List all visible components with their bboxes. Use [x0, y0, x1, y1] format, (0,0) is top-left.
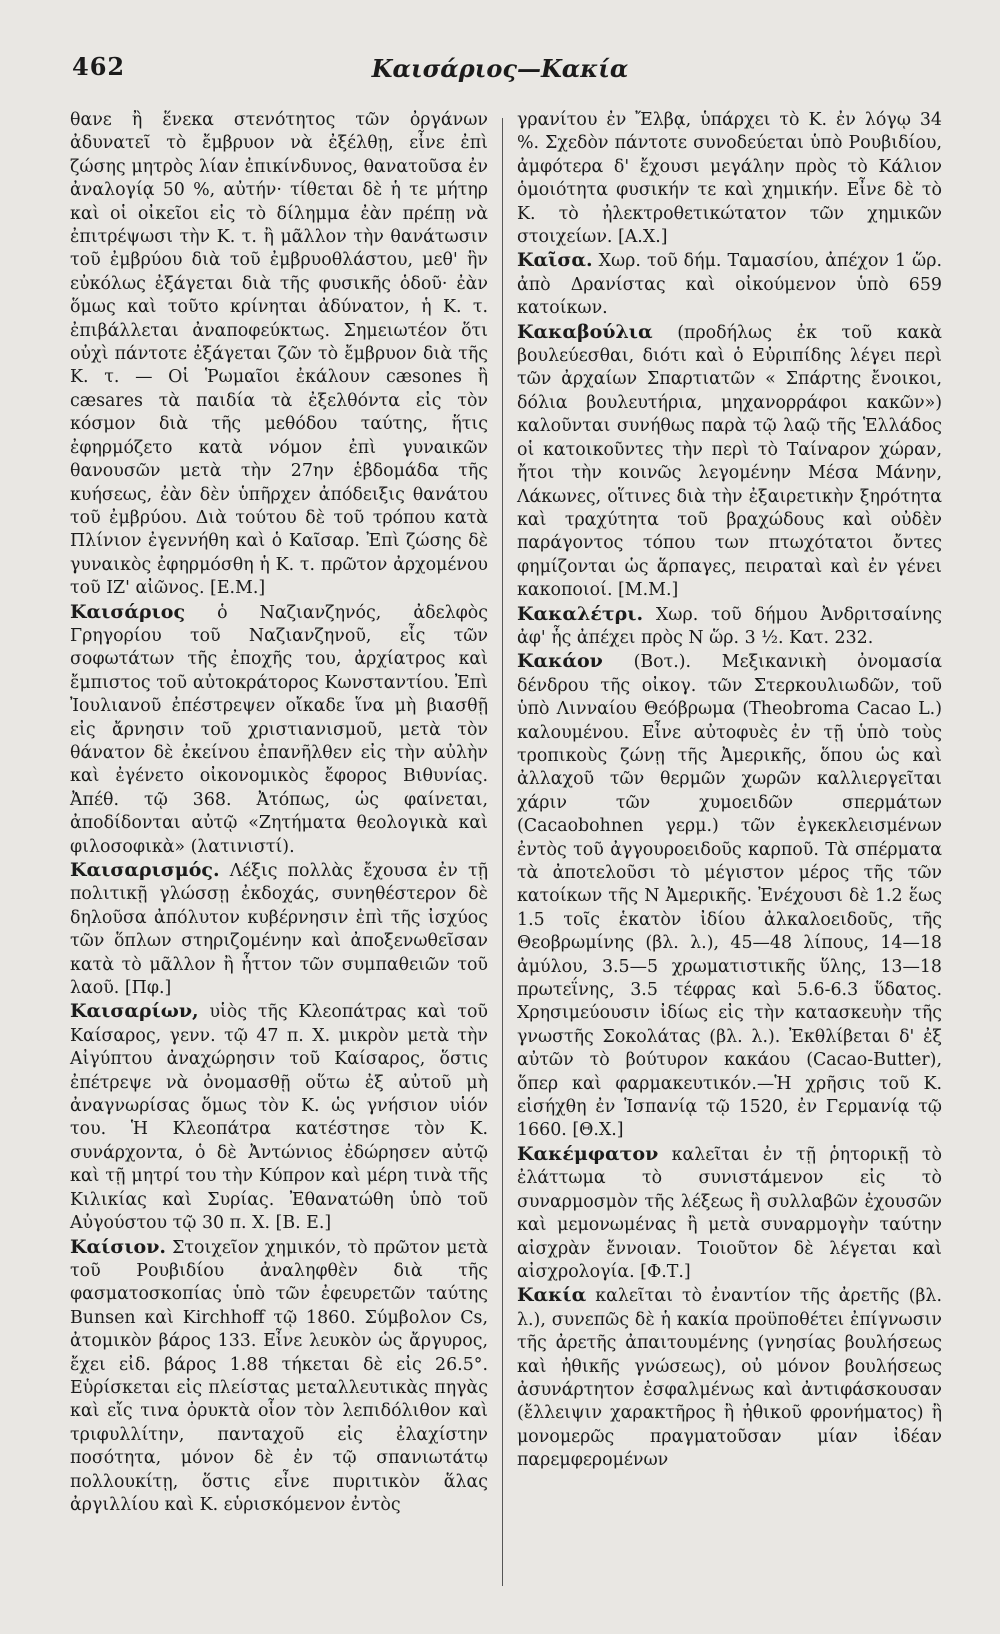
- entry-headword: Καισαρισμός.: [70, 859, 220, 881]
- entry-text: καλεῖται τὸ ἐναντίον τῆς ἀρετῆς (βλ. λ.), συνεπῶς δὲ ἡ κακία προϋποθέτει ἐπίγνωσιν τῆς ἀρετῆς ἀπαιτουμένης (γνησίας βουλήσεως καὶ ἠθικῆς γνώσεως), οὐ μόνον βουλήσεως ἀσυνάρτητον ἐσφαλμένως καὶ ἀντιφάσκουσαν (ἔλλειψιν χαρακτῆρος ἢ ἠθικοῦ φρονήματος) ἢ μονομερῶς πραγματοῦσαν μίαν ἰδέαν παρεμφερομένων: [517, 1286, 942, 1471]
- entry-text: Στοιχεῖον χημικόν, τὸ πρῶτον μετὰ τοῦ Ρουβιδίου ἀναληφθὲν διὰ τῆς φασματοσκοπίας ὑπὸ τῶν ἐφευρετῶν ταύτης Bunsen καὶ Kirchhoff τῷ 1860. Σύμβολον Cs, ἀτομικὸν βάρος 133. Εἶνε λευκὸν ὡς ἄργυρος, ἔχει εἰδ. βάρος 1.88 τήκεται δὲ εἰς 26.5°. Εὑρίσκεται εἰς πλείστας μεταλλευτικὰς πηγὰς καὶ εἴς τινα ὀρυκτὰ οἷον τὸν λεπιδόλιθον καὶ τριφυλλίτην, πανταχοῦ εἰς ἐλαχίστην ποσότητα, μόνον δὲ ἐν τῷ σπανιωτάτῳ πολλουκίτῃ, ὅστις εἶνε πυριτικὸν ἅλας ἀργιλλίου καὶ Κ. εὑρισκόμενον ἐντὸς: [70, 1237, 488, 1515]
- entry-text: Χωρ. τοῦ δήμου Ἀνδριτσαίνης ἀφ' ἧς ἀπέχει πρὸς Ν ὥρ. 3 ½. Κατ. 232.: [517, 604, 942, 648]
- entry-headword: Καισάριος: [70, 600, 186, 623]
- right-column: [517, 108, 942, 1473]
- entry: [70, 1000, 488, 1235]
- left-column: [70, 108, 488, 1517]
- entry-text: γρανίτου ἐν Ἔλβᾳ, ὑπάρχει τὸ Κ. ἐν λόγῳ 34 %. Σχεδὸν πάντοτε συνοδεύεται ὑπὸ Ρουβιδίου, ἀμφότερα δ' ἔχουσι μεγάλην πρὸς τὸ Κάλιον ὁμοιότητα φυσικήν τε καὶ χημικήν. Εἶνε δὲ τὸ Κ. τὸ ἠλεκτροθετικώτατον τῶν χημικῶν στοιχείων. [Α.Χ.]: [517, 110, 942, 248]
- entry-headword: Κακία: [517, 1284, 587, 1307]
- entry-text: καλεῖται ἐν τῇ ῥητορικῇ τὸ ἐλάττωμα τὸ συνιστάμενον εἰς τὸ συναρμοσμὸν τῆς λέξεως ἢ συλλαβῶν ἐχουσῶν καὶ μεμονωμένας ἢ μετὰ συναρμογὴν ταύτην αἰσχρὰν ἔννοιαν. Τοιοῦτον δὲ λέγεται καὶ αἰσχρολογία. [Φ.Τ.]: [517, 1144, 942, 1282]
- entry: [70, 1236, 488, 1518]
- running-head: Καισάριος—Κακία: [371, 54, 629, 83]
- entry-text: ὁ Ναζιανζηνός, ἀδελφὸς Γρηγορίου τοῦ Ναζιανζηνοῦ, εἷς τῶν σοφωτάτων τῆς ἐποχῆς του, ἀρχίατρος καὶ ἔμπιστος τοῦ αὐτοκράτορος Κωνσταντίου. Ἐπὶ Ἰουλιανοῦ ἐπέστρεψεν οἴκαδε ἵνα μὴ βιασθῇ εἰς ἄρνησιν τοῦ χριστιανισμοῦ, μετὰ τὸν θάνατον δὲ ἐκείνου ἐπανῆλθεν εἰς τὴν αὐλὴν καὶ ἐγένετο οἰκονομικὸς ἔφορος Βιθυνίας. Ἀπέθ. τῷ 368. Ἀτόπως, ὡς φαίνεται, ἀποδίδονται αὐτῷ «Ζητήματα θεολογικὰ καὶ φιλοσοφικὰ» (λατινιστί).: [70, 602, 488, 857]
- entry-text: υἱὸς τῆς Κλεοπάτρας καὶ τοῦ Καίσαρος, γενν. τῷ 47 π. Χ. μικρὸν μετὰ τὴν Αἰγύπτου ἀναχώρησιν τοῦ Καίσαρος, ὅστις ἐπέτρεψε νὰ ὀνομασθῇ οὕτω ἐξ αὐτοῦ μὴ ἀναγνωρίσας ὅμως τὸν Κ. ὡς γνήσιον υἱόν του. Ἡ Κλεοπάτρα κατέστησε τὸν Κ. συνάρχοντα, ὁ δὲ Ἀντώνιος ἐδώρησεν αὐτῷ καὶ τῇ μητρί του τὴν Κύπρον καὶ μέρη τινὰ τῆς Κιλικίας καὶ Συρίας. Ἐθανατώθη ὑπὸ τοῦ Αὐγούστου τῷ 30 π. Χ. [Β. Ε.]: [70, 1002, 488, 1234]
- entry-text: Χωρ. τοῦ δήμ. Ταμασίου, ἀπέχον 1 ὥρ. ἀπὸ Δρανίστας καὶ οἰκούμενον ὑπὸ 659 κατοίκων.: [517, 251, 942, 319]
- entry-headword: Κακάον: [517, 650, 603, 673]
- entry: [70, 601, 488, 859]
- entry: [517, 603, 942, 651]
- entry-headword: Κακαβούλια: [517, 320, 653, 343]
- entry-headword: Καίσιον.: [70, 1235, 167, 1258]
- entry-headword: Καῖσα.: [517, 249, 593, 272]
- entry: [70, 859, 488, 1000]
- entry: [517, 650, 942, 1143]
- entry: [517, 108, 942, 249]
- page-header: [50, 46, 950, 86]
- entry-text: θανε ἢ ἕνεκα στενότητος τῶν ὀργάνων ἀδυνατεῖ τὸ ἔμβρυον νὰ ἐξέλθῃ, εἶνε ἐπὶ ζώσης μητρὸς λίαν ἐπικίνδυνος, θανατοῦσα ἐν ἀναλογίᾳ 50 %, αὐτήν· τίθεται δὲ ἡ τε μήτηρ καὶ οἱ οἰκεῖοι εἰς τὸ δίλημμα ἐὰν πρέπῃ νὰ ἐπιτρέψωσι τὴν Κ. τ. ἢ μᾶλλον τὴν θανάτωσιν τοῦ ἐμβρύου διὰ τοῦ ἐμβρυοθλάστου, μεθ' ἣν εὐκόλως ἐξάγεται διὰ τῆς φυσικῆς ὁδοῦ· ἐὰν ὅμως καὶ τοῦτο κρίνηται ἀδύνατον, ἡ Κ. τ. ἐπιβάλλεται ἀναποφεύκτως. Σημειωτέον ὅτι οὐχὶ πάντοτε ἐξάγεται ζῶν τὸ ἔμβρυον διὰ τῆς Κ. τ. — Οἱ Ῥωμαῖοι ἐκάλουν cæsones ἢ cæsares τὰ παιδία τὰ ἐξελθόντα εἰς τὸν κόσμον διὰ τῆς μεθόδου ταύτης, ἥτις ἐφηρμόζετο κατὰ νόμον ἐπὶ γυναικῶν θανουσῶν μετὰ τὴν 27ην ἑβδομάδα τῆς κυήσεως, ἐὰν δὲν ὑπῆρχεν ἀπόδειξις θανάτου τοῦ ἐμβρύου. Διὰ τούτου δὲ τοῦ τρόπου κατὰ Πλίνιον ἐγεννήθη καὶ ὁ Καῖσαρ. Ἐπὶ ζώσης δὲ γυναικὸς ἐφηρμόσθη ἡ Κ. τ. πρῶτον ἀρχομένου τοῦ ΙΖ' αἰῶνος. [Ε.Μ.]: [70, 110, 488, 599]
- entry-text: (Βοτ.). Μεξικανικὴ ὀνομασία δένδρου τῆς οἰκογ. τῶν Στερκουλιωδῶν, τοῦ ὑπὸ Λινναίου Θεόβρωμα (Theobroma Cacao L.) καλουμένου. Εἶνε αὐτοφυὲς ἐν τῇ ὑπὸ τοὺς τροπικοὺς ζώνῃ τῆς Ἀμερικῆς, ὅπου ὡς καὶ ἀλλαχοῦ τῶν θερμῶν χωρῶν καλλιεργεῖται χάριν τῶν χυμοειδῶν σπερμάτων (Cacaobohnen γερμ.) τῶν ἐγκεκλεισμένων ἐντὸς τοῦ ἀγγουροειδοῦς καρποῦ. Τὰ σπέρματα τὰ ἀποτελοῦσι τὸ μέγιστον μέρος τῆς τῶν κατοίκων τῆς Ν Ἀμερικῆς. Ἐνέχουσι δὲ 1.2 ἕως 1.5 τοῖς ἑκατὸν ἰδίου ἀλκαλοειδοῦς, τῆς Θεοβρωμίνης (βλ. λ.), 45—48 λίπους, 14—18 ἀμύλου, 3.5—5 χρωματιστικῆς ὕλης, 13—18 πρωτεΐνης, 3.5 τέφρας καὶ 5.6-6.3 ὕδατος. Χρησιμεύουσιν ἰδίως εἰς τὴν κατασκευὴν τῆς γνωστῆς Σοκολάτας (βλ. λ.). Ἐκθλίβεται δ' ἐξ αὐτῶν τὸ βούτυρον κακάου (Cacao-Butter), ὅπερ καὶ φαρμακευτικόν.—Ἡ χρῆσις τοῦ Κ. εἰσήχθη ἐν Ἱσπανίᾳ τῷ 1520, ἐν Γερμανίᾳ τῷ 1660. [Θ.Χ.]: [517, 652, 942, 1141]
- entry-headword: Κακέμφατον: [517, 1142, 659, 1165]
- column-divider: [502, 118, 503, 1586]
- entry: [517, 1284, 942, 1472]
- entry: [517, 1143, 942, 1284]
- entry-headword: Καισαρίων,: [70, 1000, 199, 1023]
- entry-headword: Κακαλέτρι.: [517, 602, 644, 625]
- entry: [517, 321, 942, 603]
- entry: [70, 108, 488, 601]
- entry-text: (προδήλως ἐκ τοῦ κακὰ βουλεύεσθαι, διότι καὶ ὁ Εὐριπίδης λέγει περὶ τῶν ἀρχαίων Σπαρτιατῶν « Σπάρτης ἔνοικοι, δόλια βουλευτήρια, μηχανορράφοι κακῶν») καλοῦνται συνήθως παρὰ τῷ λαῷ τῆς Ἑλλάδος οἱ κατοικοῦντες τὴν περὶ τὸ Ταίναρον χώραν, ἤτοι τὴν κοινῶς λεγομένην Μέσα Μάνην, Λάκωνες, οἵτινες διὰ τὴν ἐξαιρετικὴν ξηρότητα καὶ τραχύτητα τοῦ βραχώδους καὶ οὐδὲν παράγοντος τόπου των πτωχότατοι ὄντες φημίζονται ὡς ἅρπαγες, πειραταὶ καὶ ἐν γένει κακοποιοί. [Μ.Μ.]: [517, 322, 942, 601]
- entry-text: Λέξις πολλὰς ἔχουσα ἐν τῇ πολιτικῇ γλώσσῃ ἐκδοχάς, συνηθέστερον δὲ δηλοῦσα ἀπόλυτον κυβέρνησιν ἐπὶ τῆς ἰσχύος τῶν ὅπλων στηριζομένην καὶ ἀποξενωθεῖσαν κατὰ τὸ μᾶλλον ἢ ἧττον τῶν συμπαθειῶν τοῦ λαοῦ. [Πφ.]: [70, 861, 488, 999]
- entry: [517, 249, 942, 320]
- page-number: 462: [72, 52, 126, 81]
